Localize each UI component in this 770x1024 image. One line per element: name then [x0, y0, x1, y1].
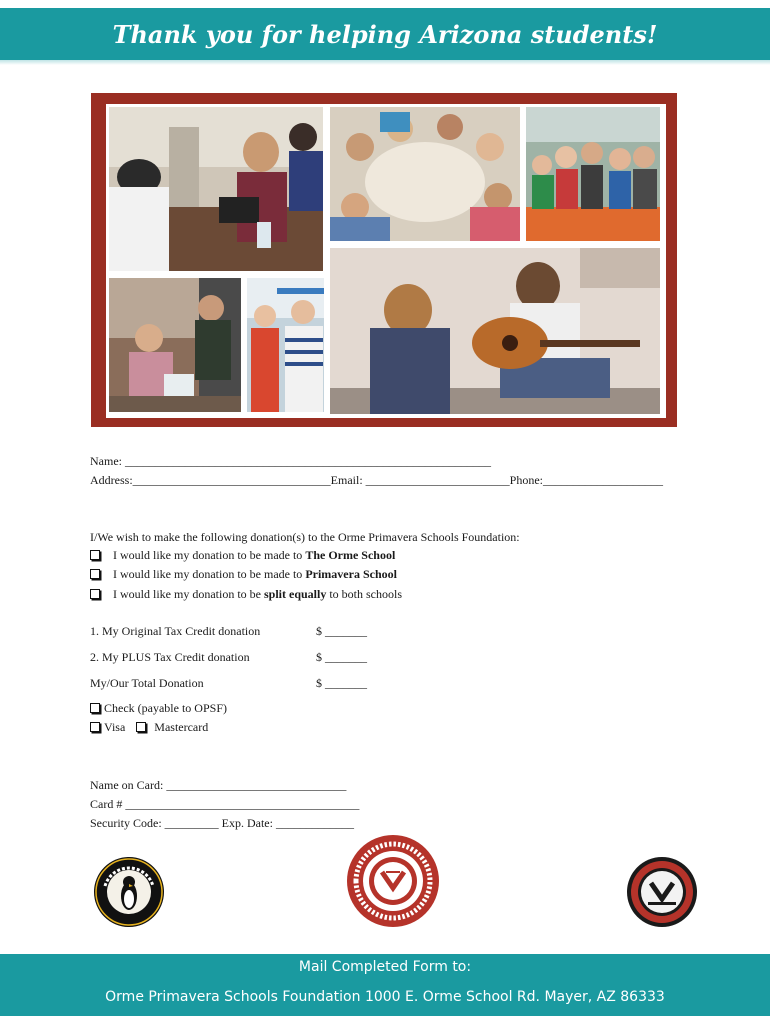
- photo-guitar: [330, 248, 660, 414]
- plus-tax-credit-amount[interactable]: $ _______: [316, 650, 367, 664]
- footer-bottom-margin: [0, 1016, 770, 1024]
- donation-intro: I/We wish to make the following donation(s) to the Orme Primavera Schools Foundation:: [90, 530, 520, 544]
- option-primavera-school-text: I would like my donation to be made to: [113, 567, 306, 581]
- original-tax-credit-label: 1. My Original Tax Credit donation: [90, 624, 261, 638]
- checkbox-visa[interactable]: [90, 722, 100, 732]
- checkbox-split-equally[interactable]: [90, 589, 100, 599]
- checkbox-orme-school[interactable]: [90, 550, 100, 560]
- card-number-field[interactable]: Card # _______________________________________: [90, 797, 360, 811]
- option-orme-school[interactable]: [90, 548, 395, 562]
- photo-student-reading: [109, 107, 323, 271]
- check-label: Check (payable to OPSF): [104, 701, 227, 715]
- name-field-line[interactable]: Name: _____________________________________________________________: [90, 454, 491, 468]
- checkbox-mastercard[interactable]: [136, 722, 146, 732]
- address-email-phone-line[interactable]: Address:_________________________________Email: ________________________Phone:____________________: [90, 473, 663, 487]
- visa-label: Visa: [104, 720, 126, 734]
- total-donation-amount[interactable]: $ _______: [316, 676, 367, 690]
- name-on-card-field[interactable]: Name on Card: ______________________________: [90, 778, 347, 792]
- option-orme-school-text: I would like my donation to be made to: [113, 548, 306, 562]
- footer-banner: [0, 954, 770, 1016]
- option-split-equally[interactable]: [90, 587, 402, 601]
- checkbox-check[interactable]: [90, 703, 100, 713]
- photo-kids-group: [526, 107, 660, 241]
- photo-science-lab: [109, 278, 241, 412]
- photo-two-boys: [247, 278, 324, 412]
- page-title: Thank you for helping Arizona students!: [112, 20, 658, 49]
- security-code-exp-field[interactable]: Security Code: _________ Exp. Date: _____________: [90, 816, 354, 830]
- header-shadow: [0, 60, 770, 65]
- orme-school-logo: [626, 856, 698, 928]
- total-donation-label: My/Our Total Donation: [90, 676, 204, 690]
- option-split-bold: split equally: [263, 587, 327, 601]
- option-orme-school-bold: The Orme School: [305, 548, 396, 562]
- option-split-text: I would like my donation to be: [113, 587, 264, 601]
- option-primavera-school-bold: Primavera School: [305, 567, 397, 581]
- plus-tax-credit-label: 2. My PLUS Tax Credit donation: [90, 650, 250, 664]
- photo-kids-hands-circle: [330, 107, 520, 241]
- option-primavera-school[interactable]: [90, 567, 397, 581]
- payment-card-options[interactable]: [90, 720, 208, 734]
- orme-primavera-foundation-logo: [346, 834, 440, 928]
- payment-check-option[interactable]: [90, 701, 227, 715]
- primavera-school-logo: [93, 856, 165, 928]
- header-banner: [0, 0, 770, 62]
- mail-to-heading: Mail Completed Form to:: [298, 959, 472, 975]
- original-tax-credit-amount[interactable]: $ _______: [316, 624, 367, 638]
- option-split-suffix: to both schools: [326, 587, 403, 601]
- mastercard-label: Mastercard: [154, 720, 209, 734]
- checkbox-primavera-school[interactable]: [90, 569, 100, 579]
- mailing-address: Orme Primavera Schools Foundation 1000 E. Orme School Rd. Mayer, AZ 86333: [105, 989, 665, 1005]
